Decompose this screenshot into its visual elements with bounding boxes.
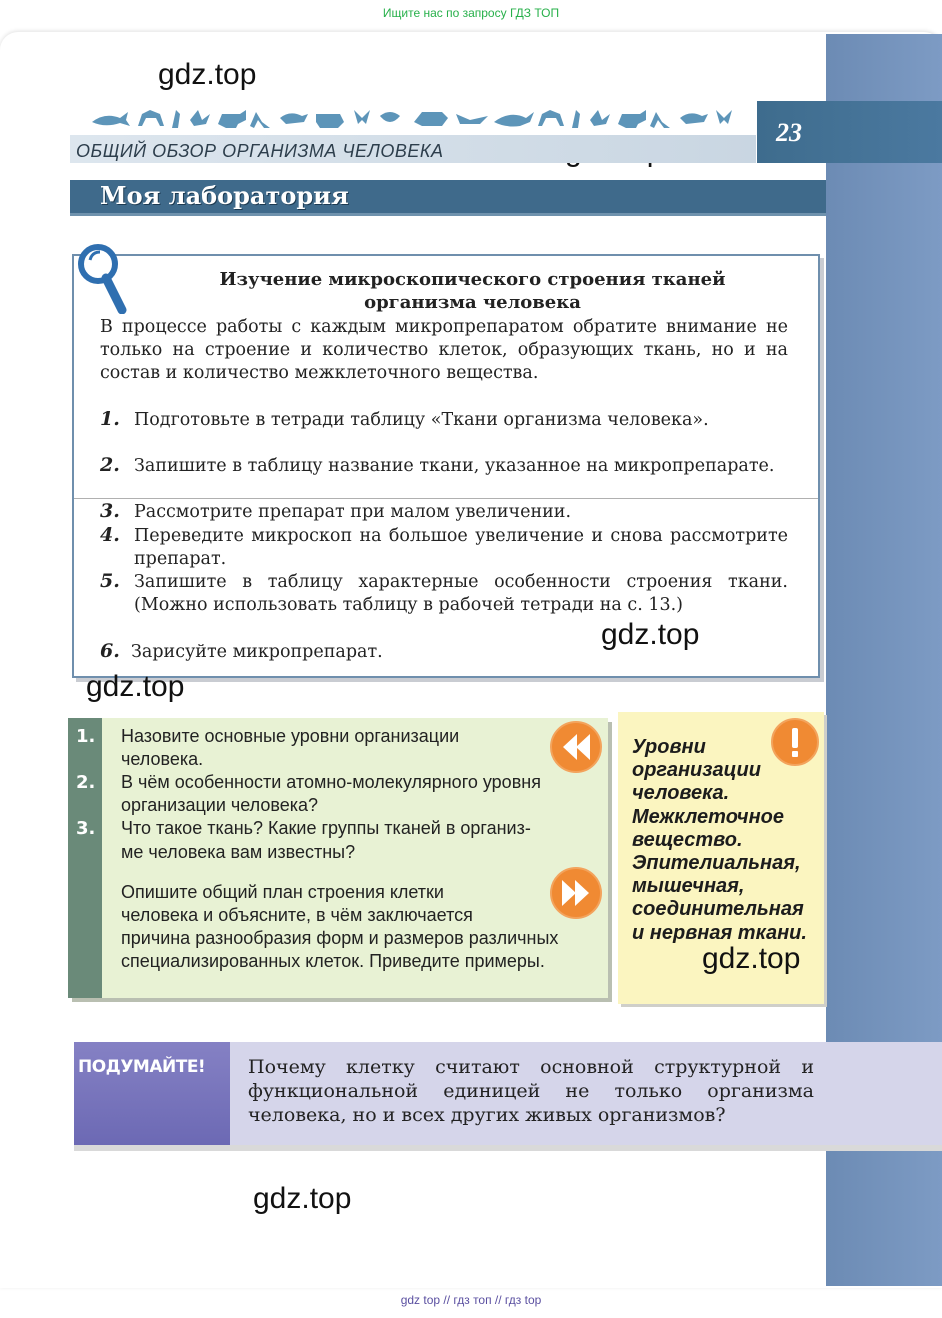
task-line: Опишите общий план строения клетки <box>121 882 444 902</box>
watermark: gdz.top <box>86 670 185 703</box>
magnifier-icon <box>76 242 128 314</box>
rewind-icon <box>550 721 602 773</box>
question-number: 1. <box>76 726 96 747</box>
step-text: Зарисуйте микропрепарат. <box>131 642 383 662</box>
step-number: 2. <box>100 454 120 476</box>
animal-silhouettes-icon <box>90 104 740 132</box>
question-line: ме человека вам известны? <box>121 842 356 862</box>
question-line: Назовите основные уровни организации <box>121 726 460 746</box>
step-number: 4. <box>100 524 120 546</box>
task-line: причина разнообразия форм и размеров различных <box>121 928 559 948</box>
search-banner: Ищите нас по запросу ГДЗ ТОП <box>382 6 560 20</box>
watermark: gdz.top <box>601 618 700 651</box>
step-text: Рассмотрите препарат при малом увеличении. <box>134 502 572 522</box>
watermark: gdz.top <box>158 58 257 91</box>
step-number: 5. <box>100 570 120 592</box>
fast-forward-icon <box>550 867 602 919</box>
summary-line: человека. <box>632 782 730 805</box>
think-text: Почему клетку считают основной структурной и функциональной единицей не только организма человека, но и всех других живых организмов? <box>248 1056 814 1126</box>
step-number: 6. <box>100 640 120 662</box>
summary-line: соединительная <box>632 898 804 921</box>
footer-links[interactable]: gdz top // гдз топ // гдз top <box>400 1293 542 1307</box>
step-number: 3. <box>100 500 120 522</box>
step-number: 1. <box>100 408 120 430</box>
question-number: 3. <box>76 818 96 839</box>
questions-stripe <box>68 718 102 998</box>
summary-line: Межклеточное <box>632 805 785 828</box>
page-number: 23 <box>776 118 802 147</box>
question-line: организации человека? <box>121 795 319 815</box>
lab-heading: Моя лаборатория <box>100 181 349 210</box>
watermark: gdz.top <box>702 942 801 975</box>
question-line: Что такое ткань? Какие группы тканей в организ- <box>121 818 531 838</box>
summary-line: и нервная ткани. <box>632 921 807 944</box>
lab-intro: В процессе работы с каждым микропрепаратом обратите внимание не только на строение и количество клеток, образующих ткань, но и на состав и количество межклеточного вещества. <box>100 317 788 384</box>
think-label: ПОДУМАЙТЕ! <box>78 1057 206 1077</box>
watermark: gdz.top <box>253 1182 352 1215</box>
step-text: Запишите в таблицу название ткани, указанное на микропрепарате. <box>134 456 775 476</box>
question-line: В чём особенности атомно-молекулярного уровня <box>121 772 541 792</box>
lab-title-line1: Изучение микроскопического строения тканей <box>219 269 726 290</box>
summary-text <box>632 736 822 945</box>
lab-title <box>160 268 785 314</box>
summary-line: Эпителиальная, <box>632 852 801 875</box>
lab-divider <box>74 498 818 499</box>
summary-line: организации <box>632 759 761 782</box>
lab-title-line2: организма человека <box>364 292 581 313</box>
section-title: ОБЩИЙ ОБЗОР ОРГАНИЗМА ЧЕЛОВЕКА <box>76 141 444 161</box>
step-text: Подготовьте в тетради таблицу «Ткани организма человека». <box>134 410 709 430</box>
summary-line: Уровни <box>632 736 706 758</box>
step-text: Запишите в таблицу характерные особенности строения ткани. (Можно использовать таблицу в рабочей тетради на с. 13.) <box>134 572 788 616</box>
question-line: человека. <box>121 749 204 769</box>
question-number: 2. <box>76 772 96 793</box>
think-shadow <box>74 1145 942 1151</box>
task-line: человека и объясните, в чём заключается <box>121 905 473 925</box>
summary-line: мышечная, <box>632 875 745 898</box>
summary-line: вещество. <box>632 828 743 851</box>
task-line: специализированных клеток. Приведите примеры. <box>121 951 545 971</box>
step-text: Переведите микроскоп на большое увеличение и снова рассмотрите препарат. <box>134 526 788 570</box>
